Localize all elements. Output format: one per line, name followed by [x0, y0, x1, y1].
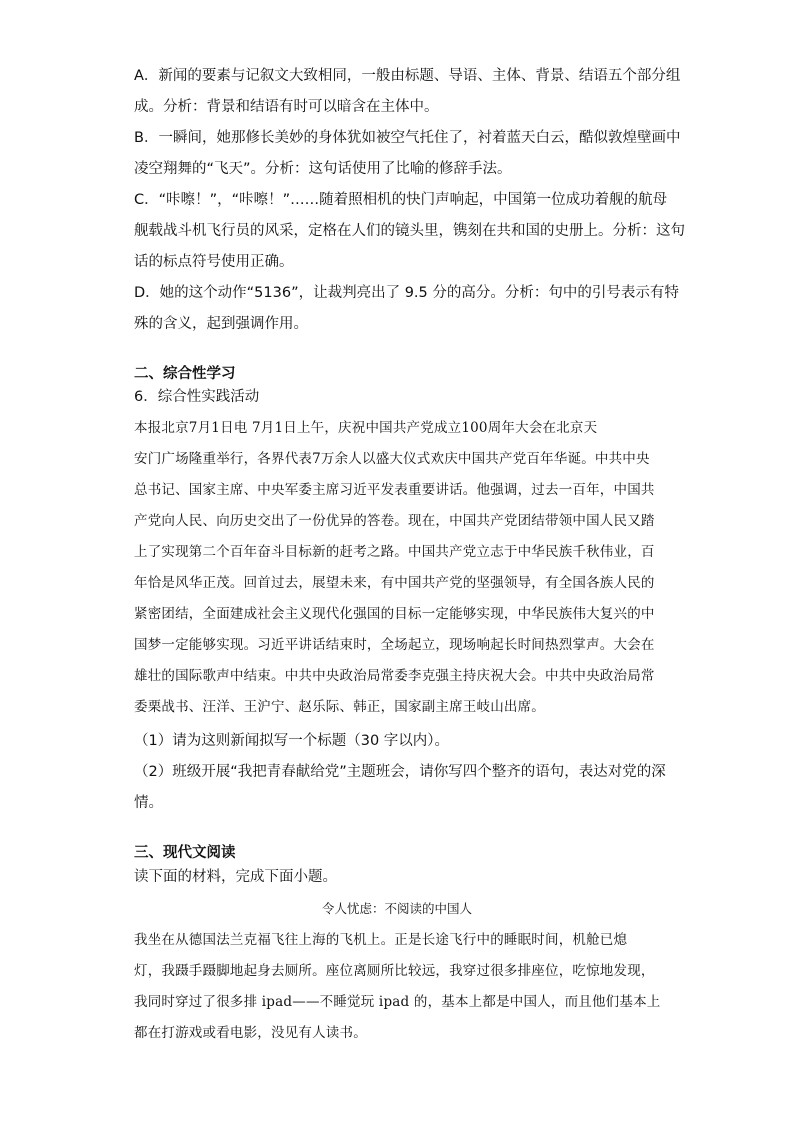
option-b-line-2: 凌空翔舞的“飞天”。分析：这句话使用了比喻的修辞手法。: [134, 161, 512, 177]
article-paragraph-line: 都在打游戏或看电影，没见有人读书。: [134, 1025, 367, 1041]
sub-question-2-line-2: 情。: [134, 795, 163, 811]
news-paragraph-line: 总书记、国家主席、中央军委主席习近平发表重要讲话。他强调，过去一百年，中国共: [134, 482, 655, 498]
option-a-line-1: A．新闻的要素与记叙文大致相同，一般由标题、导语、主体、背景、结语五个部分组: [134, 68, 681, 84]
news-paragraph-line: 年恰是风华正茂。回首过去，展望未来，有中国共产党的坚强领导，有全国各族人民的: [134, 575, 655, 591]
news-paragraph-line: 国梦一定能够实现。习近平讲话结束时，全场起立，现场响起长时间热烈掌声。大会在: [134, 637, 655, 653]
sub-question-2-line-1: （2）班级开展“我把青春献给党”主题班会，请你写四个整齐的语句，表达对党的深: [134, 764, 666, 780]
option-c-line-1: C．“咔嚓！”，“咔嚓！”……随着照相机的快门声响起，中国第一位成功着舰的航母: [134, 192, 668, 208]
news-paragraph-line: 本报北京7月1日电 7月1日上午，庆祝中国共产党成立100周年大会在北京天: [134, 420, 598, 436]
question-6-title: 6．综合性实践活动: [134, 389, 260, 405]
news-paragraph-line: 雄壮的国际歌声中结束。中共中央政治局常委李克强主持庆祝大会。中共中央政治局常: [134, 668, 655, 684]
article-paragraph-line: 我同时穿过了很多排 ipad——不睡觉玩 ipad 的，基本上都是中国人，而且他们基本上: [134, 994, 661, 1010]
option-b-line-1: B．一瞬间，她那修长美妙的身体犹如被空气托住了，衬着蓝天白云，酷似敦煌壁画中: [134, 130, 681, 146]
article-paragraph-line: 我坐在从德国法兰克福飞往上海的飞机上。正是长途飞行中的睡眠时间，机舱已熄: [134, 932, 628, 948]
sub-question-1: （1）请为这则新闻拟写一个标题（30 字以内）。: [134, 733, 450, 749]
reading-instruction: 读下面的材料，完成下面小题。: [134, 869, 337, 885]
news-paragraph-line: 上了实现第二个百年奋斗目标新的赶考之路。中国共产党立志于中华民族千秋伟业，百: [134, 544, 655, 560]
article-paragraph-line: 灯，我蹑手蹑脚地起身去厕所。座位离厕所比较远，我穿过很多排座位，吃惊地发现，: [134, 963, 655, 979]
option-d-line-1: D．她的这个动作“5136”，让裁判亮出了 9.5 分的高分。分析：句中的引号表示有特: [134, 285, 679, 301]
news-paragraph-line: 产党向人民、向历史交出了一份优异的答卷。现在，中国共产党团结带领中国人民又踏: [134, 513, 655, 529]
article-title: 令人忧虑：不阅读的中国人: [321, 901, 472, 916]
news-paragraph-line: 紧密团结，全面建成社会主义现代化强国的目标一定能够实现，中华民族伟大复兴的中: [134, 606, 655, 622]
option-c-line-2: 舰载战斗机飞行员的风采，定格在人们的镜头里，镌刻在共和国的史册上。分析：这句: [134, 223, 685, 239]
news-paragraph-line: 委栗战书、汪洋、王沪宁、赵乐际、韩正，国家副主席王岐山出席。: [134, 699, 545, 715]
option-d-line-2: 殊的含义，起到强调作用。: [134, 316, 308, 332]
news-paragraph-line: 安门广场隆重举行，各界代表7万余人以盛大仪式欢庆中国共产党百年华诞。中共中央: [134, 451, 650, 467]
option-c-line-3: 话的标点符号使用正确。: [134, 254, 294, 270]
section-heading-comprehensive-study: 二、综合性学习: [134, 366, 236, 382]
section-heading-modern-reading: 三、现代文阅读: [134, 845, 236, 861]
option-a-line-2: 成。分析：背景和结语有时可以暗含在主体中。: [134, 99, 439, 115]
